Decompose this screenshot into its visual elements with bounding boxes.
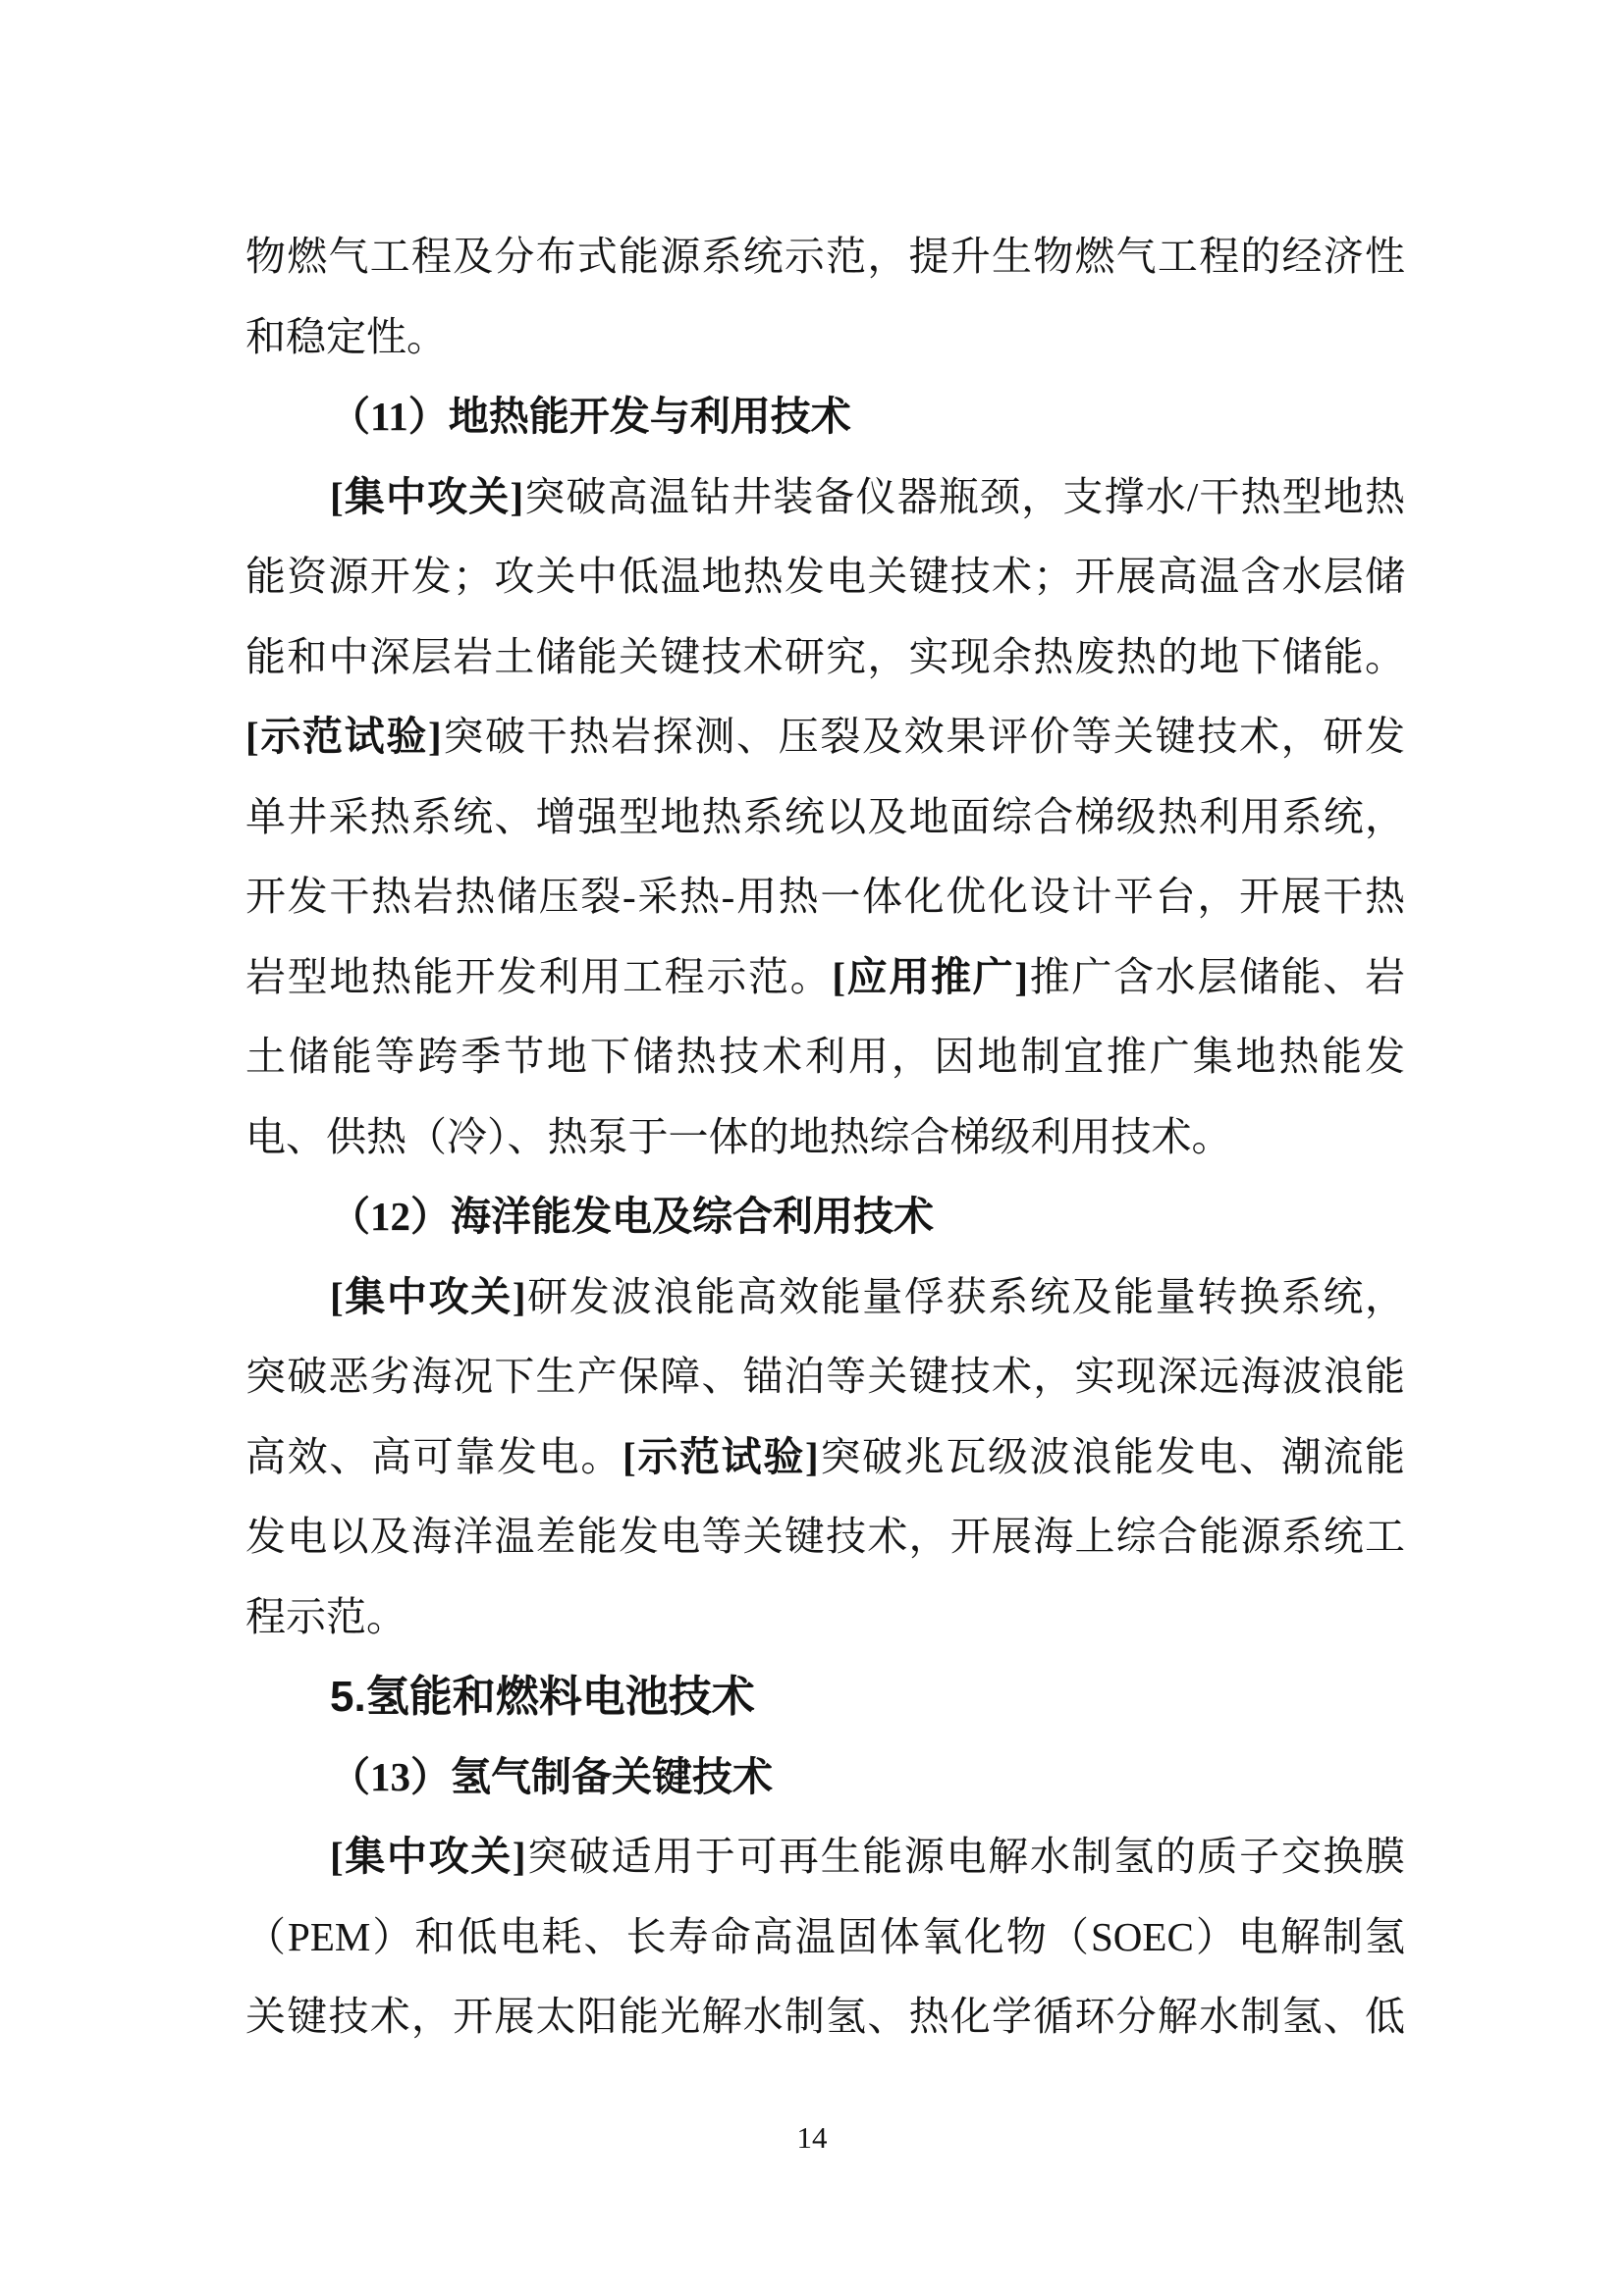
text-segment: 研发波浪能高效能量俘获系统及能量转换系统， — [525, 1273, 1405, 1319]
text-line — [245, 217, 1405, 297]
text-segment: 岩型地热能开发利用工程示范。 — [245, 953, 833, 999]
text-segment: 突破兆瓦级波浪能发电、潮流能 — [818, 1433, 1406, 1479]
text-segment: 能和中深层岩土储能关键技术研究，实现余热废热的地下储能。 — [245, 633, 1405, 679]
text-segment: 推广含水层储能、岩 — [1028, 953, 1406, 999]
text-line — [245, 697, 1405, 777]
document-body — [245, 217, 1405, 2057]
emphasis-tag-text: [示范试验] — [245, 714, 442, 759]
emphasis-tag-text: [集中攻关] — [330, 1834, 526, 1879]
emphasis-tag-text: [集中攻关] — [330, 1273, 526, 1319]
section-heading-line — [245, 377, 1405, 457]
text-line — [245, 1577, 1405, 1658]
text-line — [245, 1017, 1405, 1097]
text-line — [245, 1817, 1405, 1897]
text-segment: 能资源开发；攻关中低温地热发电关键技术；开展高温含水层储 — [245, 554, 1405, 599]
text-line — [245, 457, 1405, 538]
section-heading-line — [245, 1177, 1405, 1257]
category-heading-line — [245, 1657, 1405, 1737]
emphasis-tag-text: （13）氢气制备关键技术 — [330, 1753, 773, 1799]
text-segment: （PEM）和低电耗、长寿命高温固体氧化物（SOEC）电解制氢 — [245, 1913, 1405, 1959]
text-line — [245, 937, 1405, 1018]
text-segment: 关键技术，开展太阳能光解水制氢、热化学循环分解水制氢、低 — [245, 1994, 1405, 2039]
text-line — [245, 857, 1405, 937]
emphasis-tag-text: （11）地热能开发与利用技术 — [330, 394, 851, 439]
emphasis-tag-text: [集中攻关] — [330, 473, 524, 519]
text-segment: 土储能等跨季节地下储热技术利用，因地制宜推广集地热能发 — [245, 1034, 1405, 1079]
text-segment: 突破高温钻井装备仪器瓶颈，支撑水/干热型地热 — [523, 473, 1405, 519]
text-segment: 突破恶劣海况下生产保障、锚泊等关键技术，实现深远海波浪能 — [245, 1354, 1405, 1399]
text-segment: 和稳定性。 — [245, 313, 447, 359]
text-segment: 突破适用于可再生能源电解水制氢的质子交换膜 — [525, 1834, 1405, 1879]
text-line — [245, 1337, 1405, 1417]
text-segment: 高效、高可靠发电。 — [245, 1433, 623, 1479]
section-heading-line — [245, 1737, 1405, 1818]
text-segment: 开发干热岩热储压裂-采热-用热一体化优化设计平台，开展干热 — [245, 874, 1405, 919]
emphasis-tag-text: [示范试验] — [623, 1433, 819, 1479]
text-segment: 程示范。 — [245, 1593, 406, 1639]
text-line — [245, 1977, 1405, 2057]
text-line — [245, 1897, 1405, 1978]
text-segment: 电、供热（冷）、热泵于一体的地热综合梯级利用技术。 — [245, 1113, 1232, 1159]
text-line — [245, 1257, 1405, 1338]
emphasis-tag-text: 5.氢能和燃料电池技术 — [330, 1673, 755, 1721]
text-line — [245, 1497, 1405, 1577]
text-line — [245, 777, 1405, 858]
text-line — [245, 617, 1405, 698]
text-segment: 单井采热系统、增强型地热系统以及地面综合梯级热利用系统， — [245, 793, 1405, 839]
text-line — [245, 1417, 1405, 1498]
text-segment: 发电以及海洋温差能发电等关键技术，开展海上综合能源系统工 — [245, 1514, 1405, 1559]
text-line — [245, 297, 1405, 378]
page-number: 14 — [796, 2120, 828, 2155]
text-line — [245, 537, 1405, 617]
text-line — [245, 1097, 1405, 1178]
text-segment: 物燃气工程及分布式能源系统示范，提升生物燃气工程的经济性 — [245, 234, 1405, 279]
emphasis-tag-text: （12）海洋能发电及综合利用技术 — [330, 1194, 934, 1239]
emphasis-tag-text: [应用推广] — [832, 953, 1028, 999]
text-segment: 突破干热岩探测、压裂及效果评价等关键技术，研发 — [441, 714, 1406, 759]
